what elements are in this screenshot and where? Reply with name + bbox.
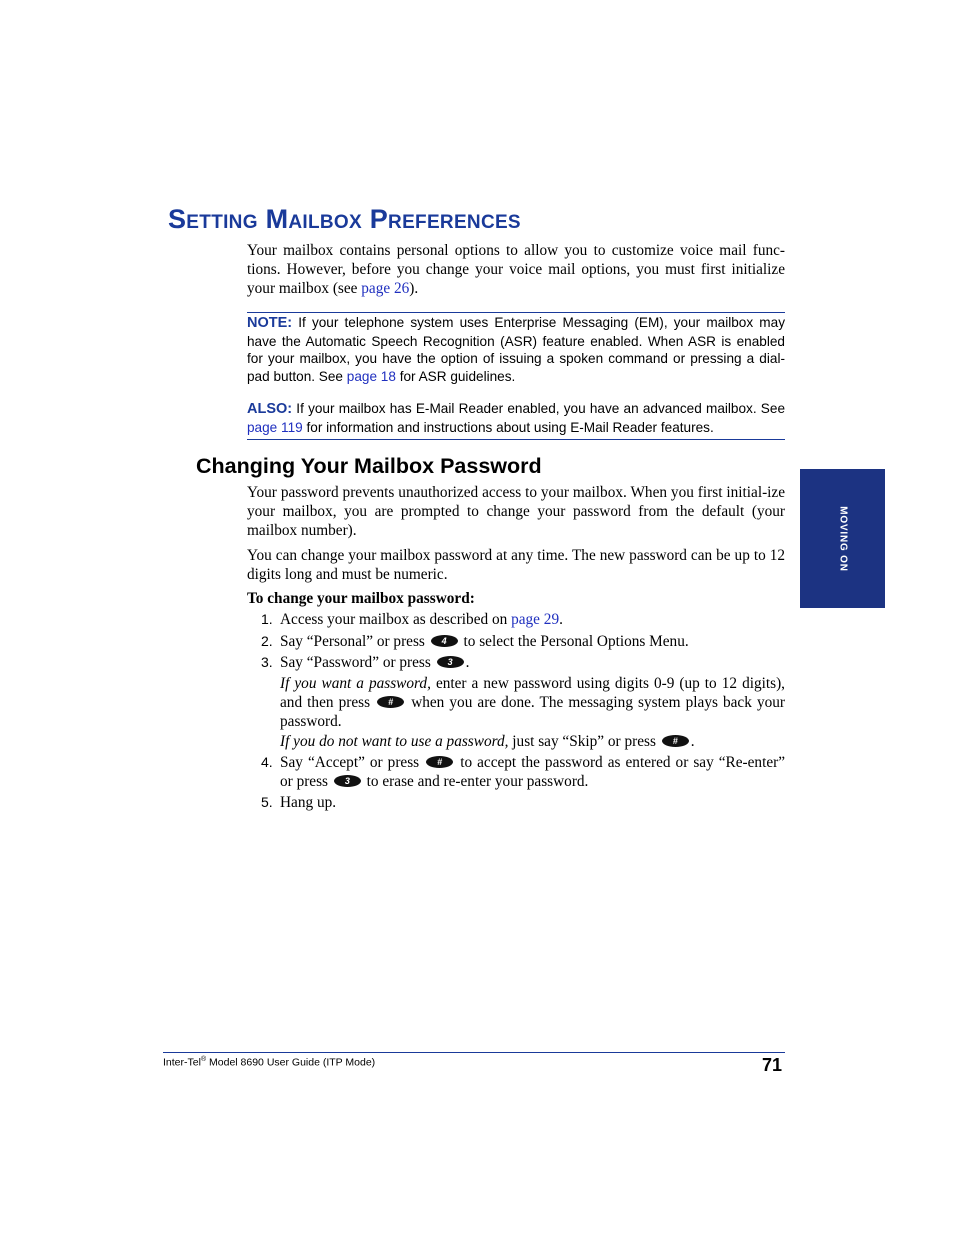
step-text: Say “Accept” or press bbox=[280, 754, 425, 771]
dialpad-3-key-icon: 3 bbox=[334, 775, 361, 787]
step-text: Hang up. bbox=[280, 794, 337, 811]
step-text-middle: to accept the password as entered or say “Re-enter” or press bbox=[280, 754, 785, 790]
also-label: ALSO: bbox=[247, 401, 293, 417]
footer-text bbox=[163, 1053, 375, 1070]
option-text-end: . bbox=[690, 733, 695, 750]
password-paragraph-2: You can change your mailbox password at any time. The new password can be up to 12 digits long and must be numeric. bbox=[247, 547, 785, 583]
dialpad-4-key-icon: 4 bbox=[431, 635, 458, 647]
option-condition: If you do not want to use a password, bbox=[280, 733, 509, 750]
step-1 bbox=[261, 610, 785, 629]
note-text-end: for ASR guidelines. bbox=[395, 368, 516, 384]
section-title: Setting Mailbox Preferences bbox=[168, 204, 521, 234]
note-block bbox=[247, 314, 785, 385]
option-text-end: when you are done. The messaging system plays back your password. bbox=[280, 694, 785, 730]
step-3-option-password bbox=[280, 674, 785, 731]
option-condition: If you want a password, bbox=[280, 675, 431, 692]
dialpad-3-key-icon: 3 bbox=[437, 656, 464, 668]
note-text: If your telephone system uses Enterprise Messaging (EM), your mailbox may have the Automatic Speech Recognition (ASR) feature enabled. When ASR is enabled for your mailbox, you have the option of issuing a spoken command or pressing a dial-pad button. See bbox=[247, 315, 785, 384]
step-text-end: to select the Personal Options Menu. bbox=[459, 633, 689, 650]
step-text: Say “Password” or press bbox=[280, 654, 435, 671]
step-3 bbox=[261, 653, 785, 672]
step-text: Access your mailbox as described on bbox=[280, 611, 512, 628]
step-number: 4. bbox=[261, 754, 273, 770]
step-text-end: . bbox=[559, 611, 563, 628]
also-text: If your mailbox has E-Mail Reader enabled, you have an advanced mailbox. See bbox=[292, 401, 785, 416]
step-number: 3. bbox=[261, 654, 273, 670]
footer-guide-title: Model 8690 User Guide (ITP Mode) bbox=[206, 1056, 376, 1069]
footer-brand: Inter-Tel bbox=[163, 1056, 201, 1069]
step-text-end: to erase and re-enter your password. bbox=[362, 773, 589, 790]
page-18-link[interactable]: page 18 bbox=[346, 368, 396, 384]
also-text-end: for information and instructions about using E-Mail Reader features. bbox=[302, 419, 714, 435]
page-number: 71 bbox=[762, 1055, 783, 1075]
intro-text: Your mailbox contains personal options to allow you to customize voice mail func-tions. However, before you change your voice mail options, you must first initialize your mailbox (see bbox=[247, 242, 785, 297]
step-text: Say “Personal” or press bbox=[280, 633, 429, 650]
intro-paragraph bbox=[247, 241, 785, 298]
note-bottom-rule bbox=[247, 439, 785, 440]
chapter-side-tab bbox=[800, 469, 885, 608]
page-26-link[interactable]: page 26 bbox=[361, 280, 410, 297]
page-119-link[interactable]: page 119 bbox=[247, 419, 303, 435]
step-number: 1. bbox=[261, 611, 273, 627]
step-2 bbox=[261, 632, 785, 651]
page-29-link[interactable]: page 29 bbox=[511, 611, 560, 628]
chapter-tab-label: MOVING ON bbox=[837, 505, 848, 572]
step-number: 2. bbox=[261, 633, 273, 649]
procedure-label: To change your mailbox password: bbox=[247, 590, 475, 607]
registered-mark: ® bbox=[200, 1056, 207, 1063]
step-5 bbox=[261, 793, 785, 812]
step-3-option-skip bbox=[280, 732, 785, 751]
note-top-rule bbox=[247, 312, 785, 313]
dialpad-pound-key-icon: # bbox=[426, 756, 453, 768]
dialpad-pound-key-icon: # bbox=[662, 735, 689, 747]
dialpad-pound-key-icon: # bbox=[377, 696, 404, 708]
step-text-end: . bbox=[465, 654, 470, 671]
subsection-title: Changing Your Mailbox Password bbox=[196, 454, 542, 478]
step-4 bbox=[261, 753, 785, 790]
step-number: 5. bbox=[261, 794, 273, 810]
intro-text-end: ). bbox=[409, 280, 419, 297]
option-text: just say “Skip” or press bbox=[508, 733, 660, 750]
password-paragraph-1: Your password prevents unauthorized access to your mailbox. When you first initial-ize your mailbox, you are prompted to change your password from the default (your mailbox number). bbox=[247, 484, 785, 539]
also-block bbox=[247, 400, 785, 436]
note-label: NOTE: bbox=[247, 315, 293, 331]
option-text: enter a new password using digits 0-9 (up to 12 digits), and then press bbox=[280, 675, 785, 711]
